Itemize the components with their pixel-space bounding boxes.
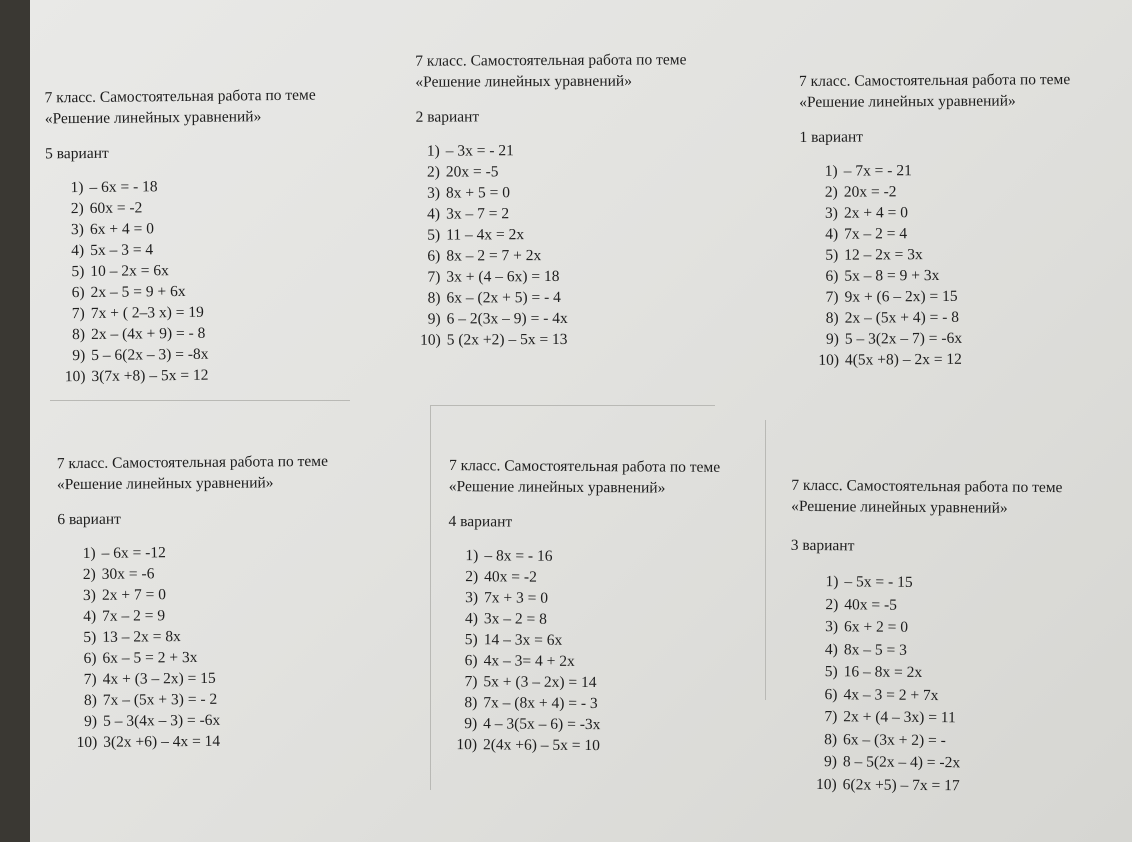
variant-card-2 bbox=[415, 49, 688, 350]
task-item: 6) 5х – 8 = 9 + 3х bbox=[825, 266, 940, 285]
task-item: 9) 6 – 2(3х – 9) = - 4х bbox=[427, 309, 568, 328]
task-item: 5) 11 – 4х = 2х bbox=[427, 226, 525, 244]
task-item: 3) 2х + 7 = 0 bbox=[82, 586, 166, 604]
task-item: 6) 4х – 3 = 2 + 7х bbox=[824, 685, 939, 704]
variant-label: 6 вариант bbox=[57, 510, 121, 529]
task-item: 4) 5х – 3 = 4 bbox=[71, 241, 154, 260]
task-item: 10) 4(5х +8) – 2х = 12 bbox=[818, 350, 962, 369]
card-topic: «Решение линейных уравнений» bbox=[44, 108, 262, 128]
task-item: 5) 13 – 2х = 8х bbox=[83, 628, 181, 646]
task-item: 8) 7х – (5х + 3) = - 2 bbox=[83, 690, 218, 709]
task-item: 7) 4х + (3 – 2х) = 15 bbox=[83, 669, 216, 688]
task-item: 7) 9х + (6 – 2х) = 15 bbox=[825, 287, 958, 306]
task-item: 10) 2(4х +6) – 5х = 10 bbox=[456, 736, 601, 755]
task-item: 2) 40х = -5 bbox=[825, 595, 898, 614]
card-topic: «Решение линейных уравнений» bbox=[415, 72, 632, 91]
task-item: 8) 7х – (8х + 4) = - 3 bbox=[464, 694, 598, 713]
cut-line bbox=[50, 400, 350, 401]
task-item: 6) 6х – 5 = 2 + 3х bbox=[83, 648, 198, 667]
task-item: 3) 6х + 4 = 0 bbox=[70, 220, 154, 239]
task-item: 6) 8х – 2 = 7 + 2х bbox=[427, 247, 542, 265]
task-item: 1) – 7х = - 21 bbox=[824, 162, 912, 180]
variant-label: 2 вариант bbox=[415, 108, 480, 126]
task-item: 3) 8х + 5 = 0 bbox=[426, 184, 510, 202]
card-topic: «Решение линейных уравнений» bbox=[799, 92, 1016, 111]
task-item: 10) 5 (2х +2) – 5х = 13 bbox=[420, 330, 568, 349]
task-item: 4) 7х – 2 = 4 bbox=[825, 225, 908, 243]
task-item: 7) 3х + (4 – 6х) = 18 bbox=[427, 267, 560, 286]
task-item: 8) 6х – (2х + 5) = - 4 bbox=[427, 288, 561, 307]
variant-card-5 bbox=[44, 85, 318, 388]
variant-card-3 bbox=[789, 475, 1063, 798]
card-topic: «Решение линейных уравнений» bbox=[791, 497, 1008, 517]
task-item: 1) – 6х = -12 bbox=[82, 544, 166, 562]
task-item: 4) 3х – 2 = 8 bbox=[464, 610, 547, 628]
task-item: 7) 2х + (4 – 3х) = 11 bbox=[824, 708, 956, 727]
variant-label: 1 вариант bbox=[799, 128, 864, 146]
task-item: 2) 60х = -2 bbox=[70, 199, 143, 218]
card-topic: «Решение линейных уравнений» bbox=[448, 478, 666, 497]
task-item: 5) 10 – 2х = 6х bbox=[71, 262, 169, 281]
card-topic: «Решение линейных уравнений» bbox=[56, 474, 274, 494]
task-item: 4) 8х – 5 = 3 bbox=[824, 640, 907, 659]
task-item: 10) 6(2х +5) – 7х = 17 bbox=[815, 775, 960, 794]
task-item: 1) – 3х = - 21 bbox=[426, 142, 514, 160]
task-item: 4) 7х – 2 = 9 bbox=[83, 607, 166, 625]
card-title: 7 класс. Самостоятельная работа по теме bbox=[448, 457, 721, 476]
task-item: 7) 5х + (3 – 2х) = 14 bbox=[464, 673, 597, 692]
variant-label: 5 вариант bbox=[45, 144, 109, 163]
card-title: 7 класс. Самостоятельная работа по теме bbox=[791, 476, 1063, 497]
task-item: 2) 30х = -6 bbox=[82, 565, 155, 583]
task-item: 1) – 6х = - 18 bbox=[70, 178, 158, 197]
cut-line bbox=[430, 405, 431, 790]
task-item: 8) 2х – (4х + 9) = - 8 bbox=[72, 324, 206, 344]
task-item: 1) – 8х = - 16 bbox=[465, 547, 553, 565]
variant-card-6 bbox=[57, 451, 331, 753]
task-item: 10) 3(7х +8) – 5х = 12 bbox=[64, 366, 209, 386]
task-item: 5) 16 – 8х = 2х bbox=[824, 663, 923, 681]
task-item: 6) 2х – 5 = 9 + 6х bbox=[71, 282, 186, 302]
task-item: 9) 5 – 3(2х – 7) = -6х bbox=[825, 329, 963, 348]
task-item: 5) 12 – 2х = 3х bbox=[825, 246, 923, 264]
variant-card-1 bbox=[799, 69, 1072, 371]
card-title: 7 класс. Самостоятельная работа по теме bbox=[44, 86, 316, 107]
task-item: 2) 20х = -2 bbox=[824, 183, 897, 201]
task-item: 4) 3х – 7 = 2 bbox=[427, 205, 510, 223]
task-item: 8) 6х – (3х + 2) = - bbox=[824, 730, 946, 749]
task-item: 7) 7х + ( 2–3 х) = 19 bbox=[71, 303, 204, 323]
task-item: 1) – 5х = - 15 bbox=[825, 573, 913, 591]
task-item: 9) 8 – 5(2х – 4) = -2х bbox=[823, 753, 961, 772]
task-item: 9) 5 – 3(4х – 3) = -6х bbox=[84, 711, 221, 730]
card-title: 7 класс. Самостоятельная работа по теме bbox=[798, 71, 1071, 90]
task-item: 9) 4 – 3(5х – 6) = -3х bbox=[464, 715, 601, 734]
task-item: 2) 20х = -5 bbox=[426, 163, 499, 181]
cut-line bbox=[765, 420, 766, 700]
task-item: 10) 3(2х +6) – 4х = 14 bbox=[76, 732, 221, 752]
variant-label: 3 вариант bbox=[790, 536, 855, 555]
task-item: 2) 40х = -2 bbox=[465, 568, 537, 586]
card-title: 7 класс. Самостоятельная работа по теме bbox=[415, 51, 687, 70]
task-item: 3) 7х + 3 = 0 bbox=[465, 589, 549, 607]
variant-card-4 bbox=[447, 455, 720, 757]
card-title: 7 класс. Самостоятельная работа по теме bbox=[56, 452, 329, 473]
task-item: 8) 2х – (5х + 4) = - 8 bbox=[825, 308, 960, 327]
task-item: 3) 6х + 2 = 0 bbox=[825, 618, 909, 636]
task-item: 5) 14 – 3х = 6х bbox=[464, 631, 563, 649]
task-item: 6) 4х – 3= 4 + 2х bbox=[464, 652, 575, 670]
task-item: 9) 5 – 6(2х – 3) = -8х bbox=[72, 345, 209, 365]
cut-line bbox=[430, 405, 715, 406]
variant-label: 4 вариант bbox=[448, 513, 513, 531]
worksheet-page bbox=[30, 0, 1132, 842]
task-item: 3) 2х + 4 = 0 bbox=[824, 204, 908, 222]
